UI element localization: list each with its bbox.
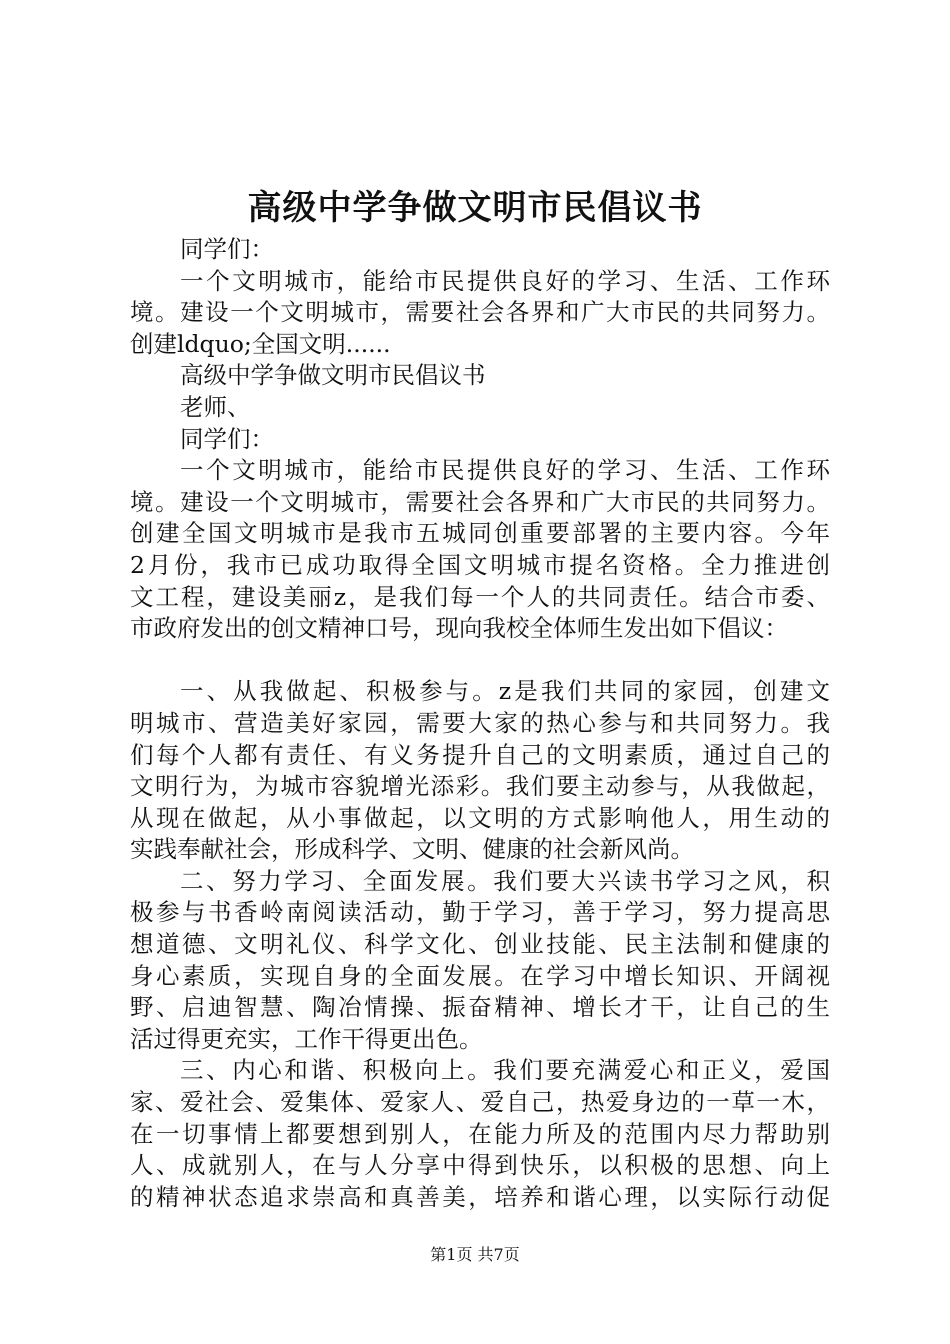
paragraph-line: 的精神状态追求崇高和真善美，培养和谐心理，以实际行动促 [130,1182,830,1211]
paragraph-line: 明城市、营造美好家园，需要大家的热心参与和共同努力。我 [130,708,830,737]
paragraph-line: 三、内心和谐、积极向上。我们要充满爱心和正义，爱国 [180,1056,830,1085]
document-title: 高级中学争做文明市民倡议书 [247,188,703,228]
document-body [130,234,830,1213]
paragraph-gap [130,645,830,677]
salutation: 同学们： [180,424,274,453]
subtitle-line: 高级中学争做文明市民倡议书 [180,361,486,390]
paragraph-line: 人、成就别人，在与人分享中得到快乐，以积极的思想、向上 [130,1151,830,1180]
paragraph-line: 们每个人都有责任、有义务提升自己的文明素质，通过自己的 [130,740,830,769]
salutation: 同学们： [180,235,274,263]
paragraph-line: 从现在做起，从小事做起，以文明的方式影响他人，用生动的 [130,803,830,832]
paragraph-line: 创建全国文明城市是我市五城同创重要部署的主要内容。今年 [130,519,830,548]
paragraph-line: 文明行为，为城市容貌增光添彩。我们要主动参与，从我做起， [130,772,830,801]
paragraph-line: 极参与书香岭南阅读活动，勤于学习，善于学习，努力提高思 [130,898,830,927]
paragraph-line: 二、努力学习、全面发展。我们要大兴读书学习之风，积 [180,866,830,895]
salutation: 老师、 [180,392,251,421]
paragraph-line: 实践奉献社会，形成科学、文明、健康的社会新风尚。 [130,835,694,864]
paragraph-line: 一个文明城市，能给市民提供良好的学习、生活、工作环 [180,456,830,485]
paragraph-line: 境。建设一个文明城市，需要社会各界和广大市民的共同努力。 [130,298,830,327]
paragraph-line: 身心素质，实现自身的全面发展。在学习中增长知识、开阔视 [130,961,830,990]
paragraph-line: 一、从我做起、积极参与。z是我们共同的家园，创建文 [180,677,830,706]
paragraph-line: 创建ldquo;全国文明...... [130,329,391,358]
paragraph-line: 一个文明城市，能给市民提供良好的学习、生活、工作环 [180,266,830,295]
paragraph-line: 想道德、文明礼仪、科学文化、创业技能、民主法制和健康的 [130,930,830,959]
paragraph-line: 在一切事情上都要想到别人，在能力所及的范围内尽力帮助别 [130,1119,830,1148]
paragraph-line: 市政府发出的创文精神口号，现向我校全体师生发出如下倡议： [130,614,788,643]
paragraph-line: 家、爱社会、爱集体、爱家人、爱自己，热爱身边的一草一木， [130,1088,830,1117]
page-number: 第1页 共7页 [430,1245,520,1264]
paragraph-line: 野、启迪智慧、陶冶情操、振奋精神、增长才干，让自己的生 [130,993,830,1022]
paragraph-line: 活过得更充实，工作干得更出色。 [130,1024,483,1053]
paragraph-line: 境。建设一个文明城市，需要社会各界和广大市民的共同努力。 [130,487,830,516]
paragraph-line: 2月份，我市已成功取得全国文明城市提名资格。全力推进创 [130,550,830,579]
paragraph-line: 文工程，建设美丽z，是我们每一个人的共同责任。结合市委、 [130,582,830,611]
